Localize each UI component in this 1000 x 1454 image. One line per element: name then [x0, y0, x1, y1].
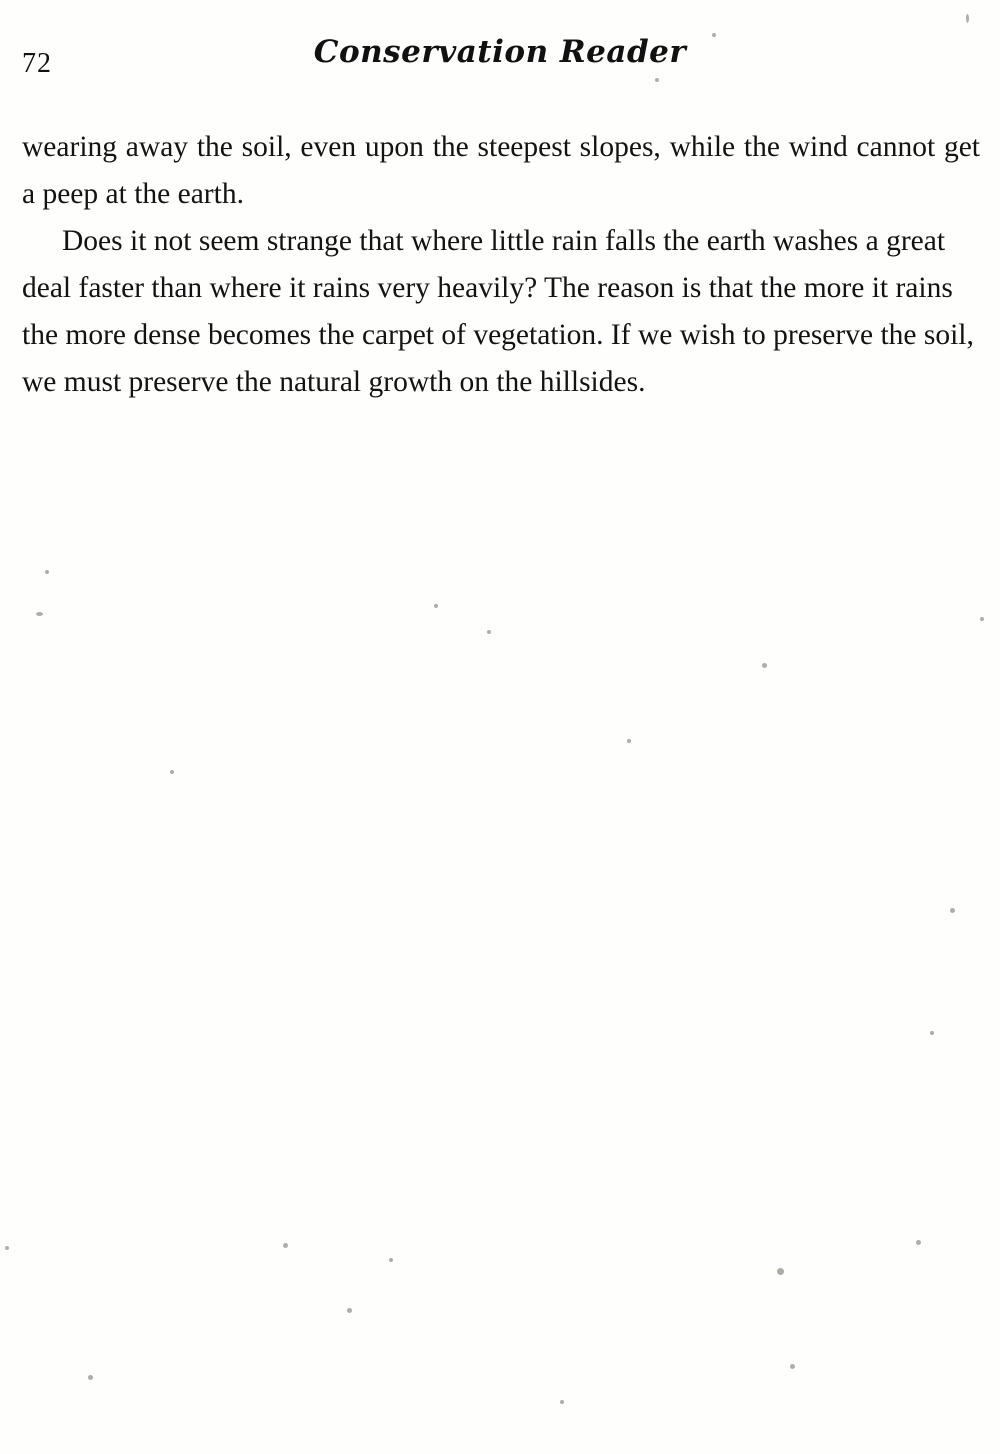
paper-speck [36, 612, 43, 616]
paper-speck [777, 1268, 784, 1275]
paper-speck [434, 604, 438, 608]
paper-speck [966, 14, 969, 23]
paragraph-rain: Does it not seem strange that where little rain falls the earth washes a great deal faster than where it rains very heavily? The reason is that the more it rains the more dense becomes the carpet of vegetation. If we wish to preserve the soil, we must preserve the natural growth on the hillsides. [22, 225, 974, 398]
paper-speck [627, 739, 631, 743]
running-title: Conservation Reader [313, 34, 687, 70]
paper-speck [950, 908, 955, 913]
page-number: 72 [22, 48, 52, 79]
paper-speck [762, 663, 767, 668]
paragraph-continued: wearing away the soil, even upon the steepest slopes, while the wind cannot get a peep at the earth. [22, 131, 980, 210]
paper-speck [389, 1258, 393, 1262]
paper-speck [930, 1031, 934, 1035]
body-text [22, 124, 980, 406]
paper-speck [980, 617, 984, 621]
paper-speck [170, 770, 174, 774]
page-header [0, 34, 1000, 80]
paper-speck [45, 570, 49, 574]
paper-speck [655, 78, 659, 82]
paper-speck [560, 1400, 564, 1404]
paper-speck [283, 1243, 288, 1248]
paper-speck [712, 33, 716, 37]
paper-speck [347, 1308, 352, 1313]
paper-speck [5, 1246, 9, 1250]
paper-speck [916, 1240, 921, 1245]
paper-speck [790, 1364, 795, 1369]
paper-speck [487, 630, 491, 634]
paper-speck [88, 1375, 93, 1380]
